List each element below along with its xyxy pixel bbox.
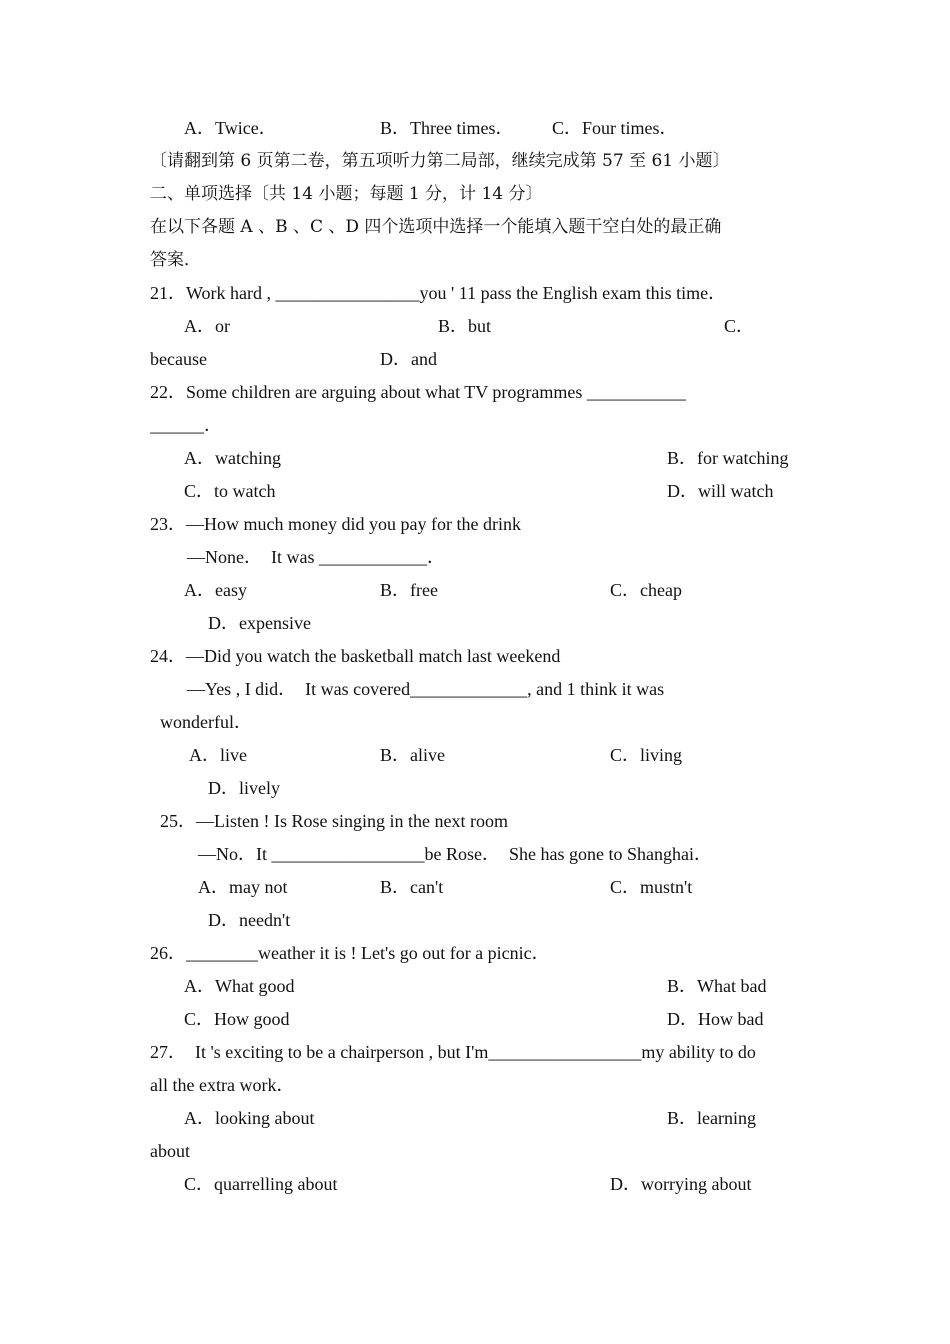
option-line: B．for watching — [667, 448, 789, 468]
option-line: A．What good — [184, 976, 295, 996]
option-line: C．living — [610, 745, 683, 765]
option-line: D．and — [380, 349, 437, 369]
question-stem: 26．________weather it is ! Let's go out for a picnic． — [150, 943, 550, 963]
option-line: D．worrying about — [610, 1174, 752, 1194]
option-line: D．needn't — [208, 910, 291, 930]
option-line: B．free — [380, 580, 438, 600]
option-line: A．easy — [184, 580, 247, 600]
option-line: D．How bad — [667, 1009, 764, 1029]
option-line: C．quarrelling about — [184, 1174, 338, 1194]
option-line: A．or — [184, 316, 230, 336]
option-line: B．What bad — [667, 976, 767, 996]
question-stem: ______． — [150, 415, 222, 435]
option-line: D．will watch — [667, 481, 774, 501]
question-stem: 21．Work hard , ________________you ' 11 pass the English exam this time． — [150, 283, 727, 303]
question-stem: —No．It _________________be Rose． She has gone to Shanghai． — [198, 844, 712, 864]
option-line: B．alive — [380, 745, 445, 765]
option-line: C．How good — [184, 1009, 290, 1029]
option-line: A．looking about — [184, 1108, 315, 1128]
section-heading: 二、单项选择〔共 14 小题；每题 1 分，计 14 分〕 — [150, 184, 543, 204]
question-stem: wonderful． — [160, 712, 252, 732]
question-stem: 22．Some children are arguing about what TV programmes ___________ — [150, 382, 686, 402]
option-line: C． — [724, 316, 755, 336]
question-stem: 27． It 's exciting to be a chairperson , but I'm_________________my ability to do — [150, 1042, 756, 1062]
option-line: C．to watch — [184, 481, 276, 501]
option-line: B．but — [438, 316, 492, 336]
question-stem: 24．—Did you watch the basketball match last weekend — [150, 646, 561, 666]
option-line: B．learning — [667, 1108, 756, 1128]
option-line: C．cheap — [610, 580, 682, 600]
option-line: A．live — [189, 745, 247, 765]
instruction-text: 〔请翻到第 6 页第二卷，第五项听力第二局部，继续完成第 57 至 61 小题〕 — [150, 151, 730, 171]
question-stem: all the extra work． — [150, 1075, 295, 1095]
question-stem: —Yes , I did． It was covered_____________, and 1 think it was — [187, 679, 665, 699]
question-stem: 25．—Listen ! Is Rose singing in the next room — [160, 811, 508, 831]
option-line: D．expensive — [208, 613, 311, 633]
option-line: about — [150, 1141, 190, 1161]
option-line: A．Twice． — [184, 118, 277, 138]
option-line: A．may not — [198, 877, 288, 897]
option-line: C．mustn't — [610, 877, 693, 897]
instruction-text: 答案． — [150, 250, 201, 270]
question-stem: —None． It was ____________． — [187, 547, 445, 567]
option-line: B．can't — [380, 877, 444, 897]
option-line: A．watching — [184, 448, 281, 468]
instruction-text: 在以下各题 A 、B 、C 、D 四个选项中选择一个能填入题干空白处的最正确 — [150, 217, 722, 237]
option-line: D．lively — [208, 778, 280, 798]
question-stem: 23．—How much money did you pay for the drink — [150, 514, 521, 534]
option-line: because — [150, 349, 207, 369]
option-line: B．Three times． — [380, 118, 514, 138]
option-line: C．Four times． — [552, 118, 678, 138]
